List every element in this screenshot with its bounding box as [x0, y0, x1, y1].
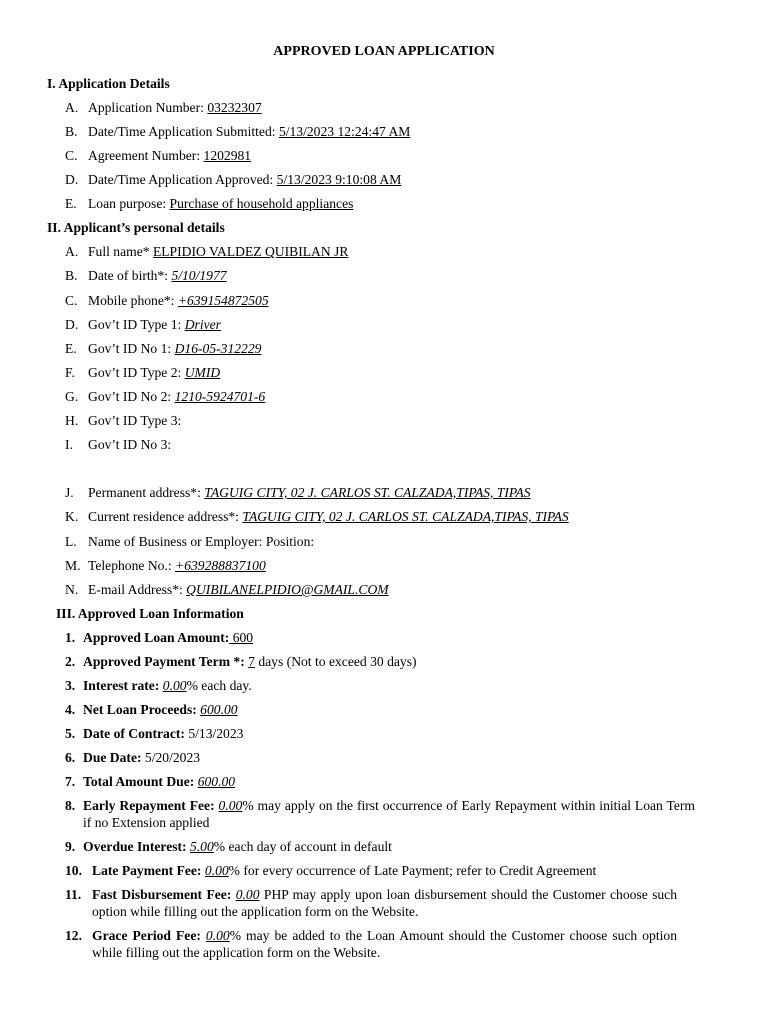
telephone-value: +639288837100 [175, 558, 266, 573]
gov-id-type-3-row [65, 412, 181, 429]
section-3-heading: III. Approved Loan Information [56, 606, 244, 621]
marker: 9. [65, 839, 76, 854]
interest-rate-value: 0.00 [162, 678, 187, 693]
marker: 4. [65, 702, 76, 717]
fast-disbursement-fee-value: 0.00 [235, 887, 260, 902]
due-date-row [65, 749, 200, 766]
marker: N. [65, 582, 79, 597]
overdue-interest-value: 5.00 [189, 839, 214, 854]
label: Agreement Number: [88, 148, 204, 163]
date-of-birth-row [65, 267, 227, 284]
label: Overdue Interest: [83, 839, 187, 854]
full-name-row [65, 243, 348, 260]
early-repayment-fee-value: 0.00 [218, 798, 243, 813]
label: Gov’t ID No 2: [88, 389, 175, 404]
marker: K. [65, 509, 79, 524]
label: Full name* [88, 244, 153, 259]
marker: I. [65, 437, 73, 452]
submitted-datetime-value: 5/13/2023 12:24:47 AM [278, 124, 411, 139]
rest: % each day of account in default [213, 839, 392, 854]
marker: G. [65, 389, 79, 404]
date-of-birth-value: 5/10/1977 [171, 268, 227, 283]
current-address-value: TAGUIG CITY, 02 J. CARLOS ST. CALZADA,TIPAS, TIPAS [242, 509, 569, 524]
label: Gov’t ID No 1: [88, 341, 175, 356]
employer-row [65, 533, 314, 550]
label: Gov’t ID Type 1: [88, 317, 185, 332]
marker: 1. [65, 630, 76, 645]
gov-id-type-2-value: UMID [184, 365, 221, 380]
marker: F. [65, 365, 75, 380]
approved-loan-amount-row [65, 629, 253, 646]
mobile-phone-row [65, 292, 269, 309]
agreement-number-row [65, 147, 251, 164]
gov-id-no-1-value: D16-05-312229 [174, 341, 262, 356]
label: Gov’t ID Type 2: [88, 365, 185, 380]
label: Interest rate: [83, 678, 160, 693]
due-date-value: 5/20/2023 [141, 750, 201, 765]
label: Fast Disbursement Fee: [92, 887, 232, 902]
rest: % each day. [186, 678, 252, 693]
marker: C. [65, 148, 78, 163]
gov-id-type-2-row [65, 364, 220, 381]
marker: H. [65, 413, 79, 428]
label: Name of Business or Employer: Position: [88, 534, 315, 549]
marker: 3. [65, 678, 76, 693]
permanent-address-row [65, 484, 531, 501]
submitted-datetime-row [65, 123, 410, 140]
marker: 5. [65, 726, 76, 741]
label: Date/Time Application Submitted: [88, 124, 279, 139]
label: Gov’t ID No 3: [88, 437, 172, 452]
rest: % for every occurrence of Late Payment; refer to Credit Agreement [228, 863, 597, 878]
label: Application Number: [88, 100, 208, 115]
marker: 12. [65, 928, 82, 943]
marker: A. [65, 244, 79, 259]
label: Current residence address*: [88, 509, 243, 524]
grace-period-fee-row [65, 927, 677, 961]
mobile-phone-value: +639154872505 [177, 293, 269, 308]
marker: A. [65, 100, 79, 115]
fast-disbursement-fee-row [65, 886, 677, 920]
payment-term-value: 7 [248, 654, 255, 669]
loan-purpose-row [65, 195, 353, 212]
document-title: APPROVED LOAN APPLICATION [273, 44, 495, 59]
marker: B. [65, 268, 78, 283]
label: Date of Contract: [83, 726, 185, 741]
marker: 7. [65, 774, 76, 789]
label: Approved Loan Amount: [83, 630, 230, 645]
email-value: QUIBILANELPIDIO@GMAIL.COM [186, 582, 389, 597]
rest: PHP may apply upon loan disbursement should the Customer choose such option while filling out the application form on the Website. [92, 887, 678, 919]
permanent-address-value: TAGUIG CITY, 02 J. CARLOS ST. CALZADA,TIPAS, TIPAS [204, 485, 531, 500]
label: Permanent address*: [88, 485, 205, 500]
approved-datetime-row [65, 171, 401, 188]
net-loan-proceeds-row [65, 701, 238, 718]
email-row [65, 581, 389, 598]
label: Mobile phone*: [88, 293, 178, 308]
section-1-heading: I. Application Details [47, 76, 170, 91]
approved-loan-amount-value: 600 [229, 630, 254, 645]
late-payment-fee-row [65, 862, 596, 879]
label: Approved Payment Term *: [83, 654, 245, 669]
overdue-interest-row [65, 838, 392, 855]
label: Loan purpose: [88, 196, 170, 211]
label: Grace Period Fee: [92, 928, 201, 943]
approved-datetime-value: 5/13/2023 9:10:08 AM [276, 172, 402, 187]
marker: B. [65, 124, 78, 139]
label: Gov’t ID Type 3: [88, 413, 182, 428]
payment-term-row [65, 653, 417, 670]
gov-id-no-2-value: 1210-5924701-6 [174, 389, 266, 404]
grace-period-fee-value: 0.00 [205, 928, 230, 943]
marker: M. [65, 558, 81, 573]
full-name-value: ELPIDIO VALDEZ QUIBILAN JR [152, 244, 349, 259]
late-payment-fee-value: 0.00 [204, 863, 229, 878]
label: Date/Time Application Approved: [88, 172, 277, 187]
net-loan-proceeds-value: 600.00 [200, 702, 238, 717]
date-of-contract-value: 5/13/2023 [184, 726, 244, 741]
label: Net Loan Proceeds: [83, 702, 197, 717]
marker: 11. [65, 887, 82, 902]
marker: 2. [65, 654, 76, 669]
rest: days (Not to exceed 30 days) [254, 654, 417, 669]
gov-id-no-2-row [65, 388, 265, 405]
rest: % may be added to the Loan Amount should the Customer choose such option while filling out the application form on the Website. [92, 928, 677, 960]
telephone-row [65, 557, 266, 574]
gov-id-type-1-row [65, 316, 221, 333]
marker: D. [65, 172, 79, 187]
marker: C. [65, 293, 78, 308]
label: E-mail Address*: [88, 582, 187, 597]
section-2-heading: II. Applicant’s personal details [47, 220, 225, 235]
date-of-contract-row [65, 725, 243, 742]
label: Telephone No.: [88, 558, 176, 573]
gov-id-no-3-row [65, 436, 171, 453]
label: Date of birth*: [88, 268, 172, 283]
gov-id-type-1-value: Driver [184, 317, 221, 332]
marker: J. [65, 485, 74, 500]
loan-purpose-value: Purchase of household appliances [169, 196, 354, 211]
marker: L. [65, 534, 77, 549]
gov-id-no-1-row [65, 340, 261, 357]
total-amount-due-row [65, 773, 235, 790]
application-number-row [65, 99, 262, 116]
label: Early Repayment Fee: [83, 798, 215, 813]
label: Late Payment Fee: [92, 863, 202, 878]
rest: % may apply on the first occurrence of Early Repayment within initial Loan Term if no Extension applied [83, 798, 695, 830]
marker: 6. [65, 750, 76, 765]
marker: 8. [65, 798, 76, 813]
total-amount-due-value: 600.00 [197, 774, 236, 789]
current-address-row [65, 508, 569, 525]
marker: E. [65, 341, 77, 356]
early-repayment-fee-row [65, 797, 695, 831]
label: Total Amount Due: [83, 774, 195, 789]
agreement-number-value: 1202981 [203, 148, 252, 163]
marker: D. [65, 317, 79, 332]
marker: 10. [65, 863, 82, 878]
interest-rate-row [65, 677, 252, 694]
label: Due Date: [83, 750, 142, 765]
marker: E. [65, 196, 77, 211]
application-number-value: 03232307 [207, 100, 262, 115]
